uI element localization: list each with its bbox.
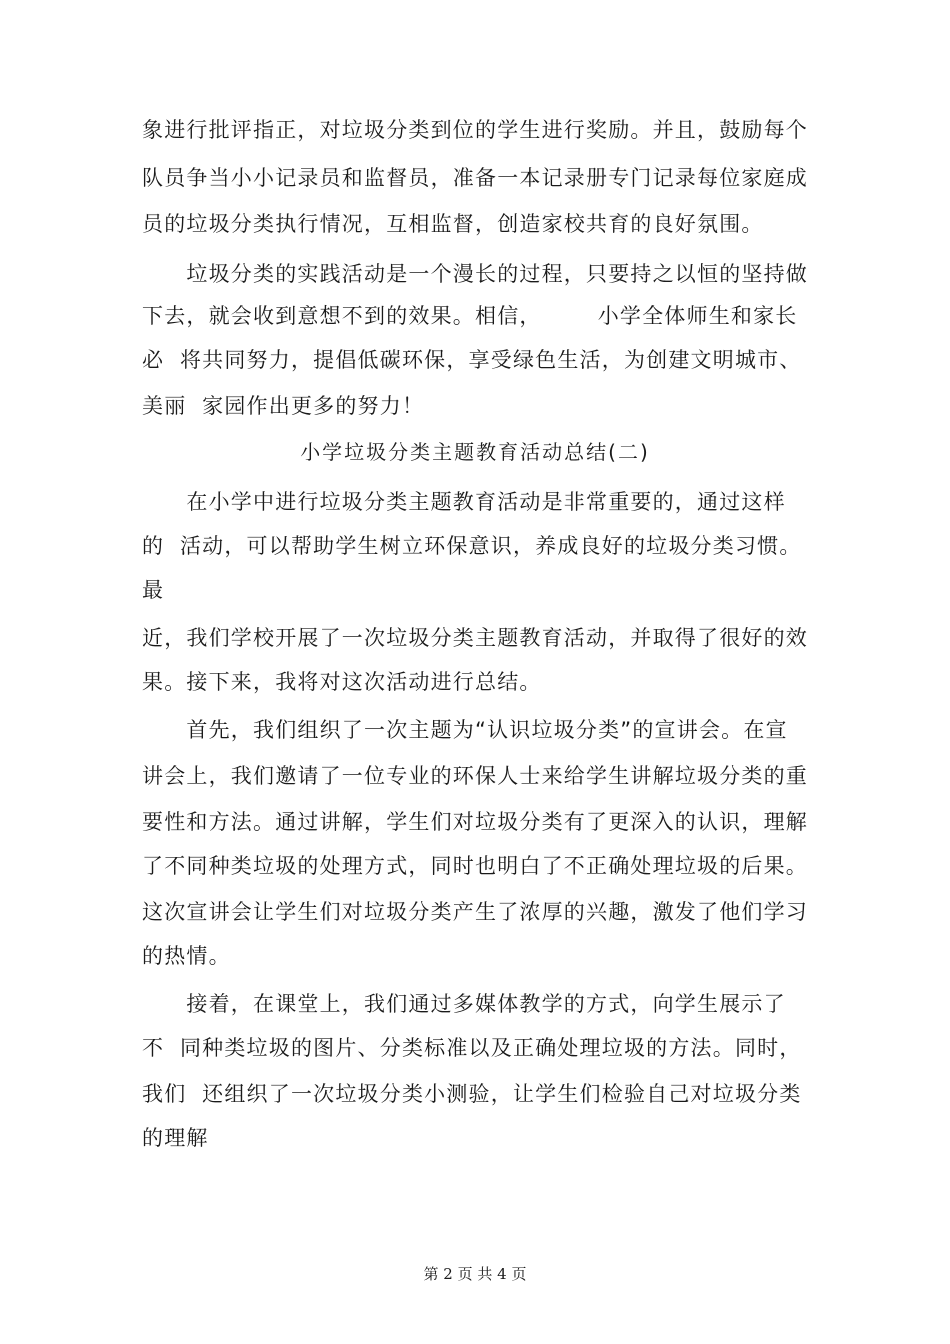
text-line: 的热情。 bbox=[142, 944, 231, 968]
section-title: 小学垃圾分类主题教育活动总结(二) bbox=[300, 440, 650, 464]
text-line: 接着，在课堂上，我们通过多媒体教学的方式，向学生展示了 bbox=[142, 992, 786, 1016]
text-line: 象进行批评指正，对垃圾分类到位的学生进行奖励。并且，鼓励每个 bbox=[142, 118, 808, 142]
text-line: 要性和方法。通过讲解，学生们对垃圾分类有了更深入的认识，理解 bbox=[142, 810, 808, 834]
text-line: 我们 还组织了一次垃圾分类小测验，让学生们检验自己对垃圾分类 bbox=[142, 1082, 802, 1106]
text-line: 的理解 bbox=[142, 1126, 209, 1150]
text-line: 讲会上，我们邀请了一位专业的环保人士来给学生讲解垃圾分类的重 bbox=[142, 764, 808, 788]
text-line: 不 同种类垃圾的图片、分类标准以及正确处理垃圾的方法。同时， bbox=[142, 1036, 802, 1060]
text-line: 最 bbox=[142, 578, 165, 602]
text-line: 垃圾分类的实践活动是一个漫长的过程，只要持之以恒的坚持做 bbox=[142, 262, 808, 286]
text-line: 近，我们学校开展了一次垃圾分类主题教育活动，并取得了很好的效 bbox=[142, 626, 808, 650]
text-line: 的 活动，可以帮助学生树立环保意识，养成良好的垃圾分类习惯。 bbox=[142, 534, 802, 558]
text-line: 美丽 家园作出更多的努力！ bbox=[142, 394, 425, 418]
text-line: 首先，我们组织了一次主题为“认识垃圾分类”的宣讲会。在宣 bbox=[142, 718, 788, 742]
text-line: 下去，就会收到意想不到的效果。相信， 小学全体师生和家长 bbox=[142, 304, 798, 328]
text-line: 员的垃圾分类执行情况，互相监督，创造家校共育的良好氛围。 bbox=[142, 212, 764, 236]
text-line: 在小学中进行垃圾分类主题教育活动是非常重要的，通过这样 bbox=[142, 490, 786, 514]
text-line: 队员争当小小记录员和监督员，准备一本记录册专门记录每位家庭成 bbox=[142, 166, 808, 190]
text-line: 了不同种类垃圾的处理方式，同时也明白了不正确处理垃圾的后果。 bbox=[142, 854, 808, 878]
text-line: 必 将共同努力，提倡低碳环保，享受绿色生活，为创建文明城市、 bbox=[142, 348, 802, 372]
page-number: 第 2 页 共 4 页 bbox=[423, 1265, 527, 1283]
text-line: 果。接下来，我将对这次活动进行总结。 bbox=[142, 670, 542, 694]
text-line: 这次宣讲会让学生们对垃圾分类产生了浓厚的兴趣，激发了他们学习 bbox=[142, 900, 808, 924]
